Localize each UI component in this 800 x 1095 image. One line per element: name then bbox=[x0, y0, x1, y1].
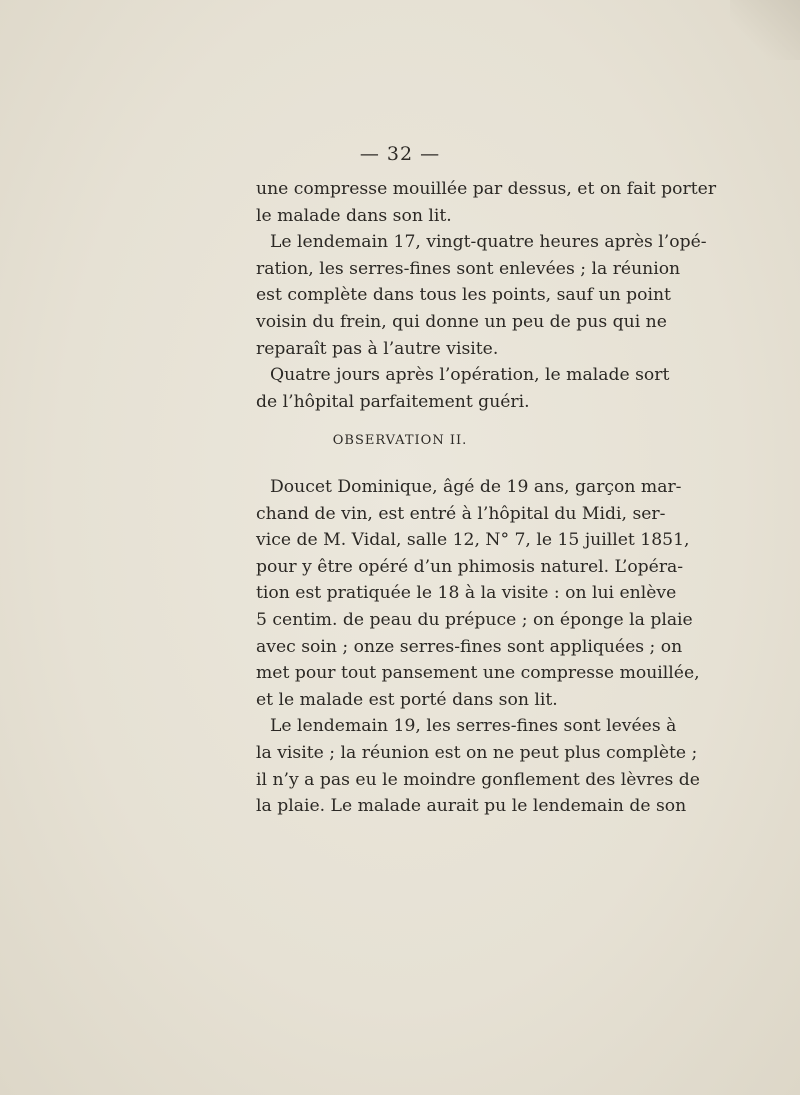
text-line: il n’y a pas eu le moindre gonflement des lèvres de bbox=[256, 769, 700, 790]
text-line: met pour tout pansement une compresse mouillée, bbox=[256, 663, 700, 684]
section-heading: OBSERVATION II. bbox=[332, 433, 468, 448]
text-line: ration, les serres-fines sont enlevées ; la réunion bbox=[256, 258, 681, 279]
text-line: est complète dans tous les points, sauf un point bbox=[256, 285, 671, 306]
text-line: reparaît pas à l’autre visite. bbox=[256, 338, 499, 359]
text-line: et le malade est porté dans son lit. bbox=[256, 689, 558, 710]
text-line: de l’hôpital parfaitement guéri. bbox=[256, 391, 530, 412]
text-line: tion est pratiquée le 18 à la visite : on lui enlève bbox=[256, 583, 677, 604]
text-line: Doucet Dominique, âgé de 19 ans, garçon mar- bbox=[270, 477, 682, 497]
text-line: avec soin ; onze serres-fines sont appliquées ; on bbox=[256, 636, 683, 657]
text-block-observation-1 bbox=[256, 176, 717, 415]
text-line: voisin du frein, qui donne un peu de pus qui ne bbox=[256, 311, 667, 332]
text-line: Le lendemain 19, les serres-fines sont levées à bbox=[270, 716, 677, 737]
page-edge-shadow bbox=[730, 0, 800, 60]
page-number: — 32 — bbox=[359, 143, 441, 165]
text-line: vice de M. Vidal, salle 12, N° 7, le 15 juillet 1851, bbox=[256, 530, 690, 551]
text-line: Quatre jours après l’opération, le malade sort bbox=[270, 365, 670, 386]
text-line: le malade dans son lit. bbox=[256, 205, 452, 226]
text-line: Le lendemain 17, vingt-quatre heures après l’opé- bbox=[270, 232, 707, 253]
text-block-observation-2 bbox=[256, 474, 700, 820]
text-line: la visite ; la réunion est on ne peut plus complète ; bbox=[256, 742, 698, 763]
text-line: la plaie. Le malade aurait pu le lendemain de son bbox=[256, 796, 687, 817]
text-line: chand de vin, est entré à l’hôpital du Midi, ser- bbox=[256, 503, 666, 524]
text-line: une compresse mouillée par dessus, et on fait porter bbox=[256, 179, 717, 199]
text-line: pour y être opéré d’un phimosis naturel. L’opéra- bbox=[256, 556, 684, 577]
text-line: 5 centim. de peau du prépuce ; on éponge la plaie bbox=[256, 609, 693, 630]
